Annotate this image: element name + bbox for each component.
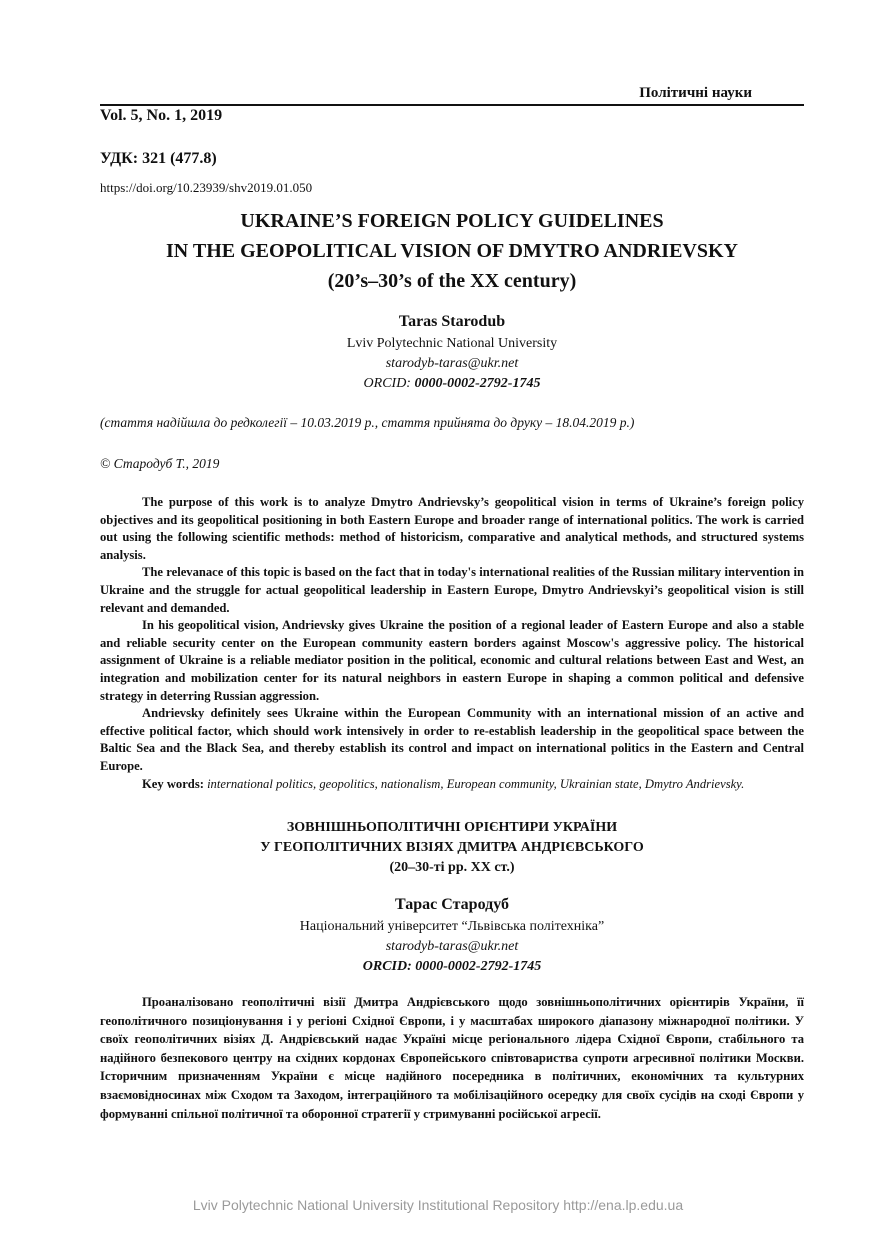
- doi-link[interactable]: https://doi.org/10.23939/shv2019.01.050: [100, 180, 313, 195]
- author-orcid-ua[interactable]: ORCID: 0000-0002-2792-1745: [362, 959, 542, 974]
- abstract-ua: [100, 993, 804, 1123]
- author-email-ua[interactable]: starodyb-taras@ukr.net: [385, 939, 519, 954]
- title-ua-line-2: У ГЕОПОЛІТИЧНИХ ВІЗІЯХ ДМИТРА АНДРІЄВСЬКОГО: [260, 840, 644, 855]
- article-title: [100, 206, 804, 296]
- author-block-ua: [100, 896, 804, 975]
- copyright-notice: © Стародуб Т., 2019: [100, 456, 220, 471]
- author-affiliation-ua: Національний університет “Львівська політехніка”: [299, 919, 605, 934]
- udc-code: УДК: 321 (477.8): [100, 150, 217, 167]
- title-line-3: (20’s–30’s of the XX century): [327, 270, 577, 292]
- keywords-text: international politics, geopolitics, nationalism, European community, Ukrainian state, Dmytro Andrievsky.: [207, 776, 745, 791]
- title-line-2: IN THE GEOPOLITICAL VISION OF DMYTRO ANDRIEVSKY: [166, 240, 738, 262]
- author-name-ua: Тарас Стародуб: [395, 896, 509, 913]
- received-note: (стаття надійшла до редколегії – 10.03.2019 р., стаття прийнята до друку – 18.04.2019 р.): [100, 415, 635, 430]
- article-title-ua: [100, 818, 804, 878]
- author-affiliation: Lviv Polytechnic National University: [346, 336, 558, 351]
- abstract-paragraph: The relevanace of this topic is based on the fact that in today's international realities of the Russian military intervention in Ukraine and the struggle for actual geopolitical leadership in Eastern Europe, Dmytro Andrievskyi’s geopolitical vision is still relevant and demanded.: [100, 565, 804, 615]
- abstract-paragraph: The purpose of this work is to analyze Dmytro Andrievsky’s geopolitical vision in terms of Ukraine’s foreign policy objectives and its geopolitical positioning in both Eastern Europe and broader range of international politics. The work is carried out using the following scientific methods: method of historicism, comparative and analytical methods, and structured systems analysis.: [100, 495, 804, 562]
- abstract-paragraph: In his geopolitical vision, Andrievsky gives Ukraine the position of a regional leader of Eastern Europe and also a stable and reliable security center on the European community eastern borders against Moscow's aggressive policy. The historical assignment of Ukraine is a reliable mediator position in the political, economic and cultural relations between East and West, an integration and mobilization center for its natural neighbors in eastern Europe in shaping a common political and defensive strategy in deterring Russian aggression.: [100, 618, 804, 703]
- abstract-en: [100, 494, 804, 793]
- repository-footer: Lviv Polytechnic National University Institutional Repository http://ena.lp.edu.ua: [192, 1197, 684, 1213]
- author-block-en: [100, 313, 804, 392]
- author-name: Taras Starodub: [398, 313, 506, 330]
- keywords: [100, 776, 804, 794]
- author-orcid: [100, 376, 804, 392]
- header-rule: [100, 104, 804, 106]
- title-line-1: UKRAINE’S FOREIGN POLICY GUIDELINES: [240, 210, 664, 232]
- title-ua-line-1: ЗОВНІШНЬОПОЛІТИЧНІ ОРІЄНТИРИ УКРАЇНИ: [286, 820, 618, 835]
- volume-info: Vol. 5, No. 1, 2019: [100, 107, 223, 124]
- author-email[interactable]: starodyb-taras@ukr.net: [385, 356, 519, 371]
- orcid-label: ORCID:: [363, 376, 415, 391]
- title-ua-line-3: (20–30-ті рр. ХХ ст.): [389, 860, 515, 875]
- abstract-ua-paragraph: Проаналізовано геополітичні візії Дмитра Андрієвського щодо зовнішньополітичних орієнтирів України, її геополітичного позиціонування і у регіоні Східної Європи, і у масштабах широкого діапазону міжнародної політики. У своїх геополітичних візіях Д. Андрієвський надає Україні місце регіонального лідера Східної Європи, стабільного та надійного безпекового центру на східних кордонах Європейського співтовариства супроти агресивної політики Москви. Історичним призначенням України є місце надійного посередника в політичних, економічних та культурних взаємовідносинах між Сходом та Заходом, інтеграційного та мобілізаційного осередку для своїх сусідів на сході Європи у формуванні спільної політичної та оборонної стратегії у стримуванні російської агресії.: [100, 995, 804, 1121]
- orcid-number[interactable]: 0000-0002-2792-1745: [414, 376, 541, 391]
- running-head: Політичні науки: [639, 85, 752, 101]
- abstract-paragraph: Andrievsky definitely sees Ukraine within the European Community with an international mission of an active and effective political factor, which should work intensively in order to re-establish leadership in the geopolitical space between the Baltic Sea and the Black Sea, and thereby establish its control and impact on international politics in the Eastern and Central Europe.: [100, 706, 804, 773]
- keywords-label: Key words:: [142, 776, 208, 791]
